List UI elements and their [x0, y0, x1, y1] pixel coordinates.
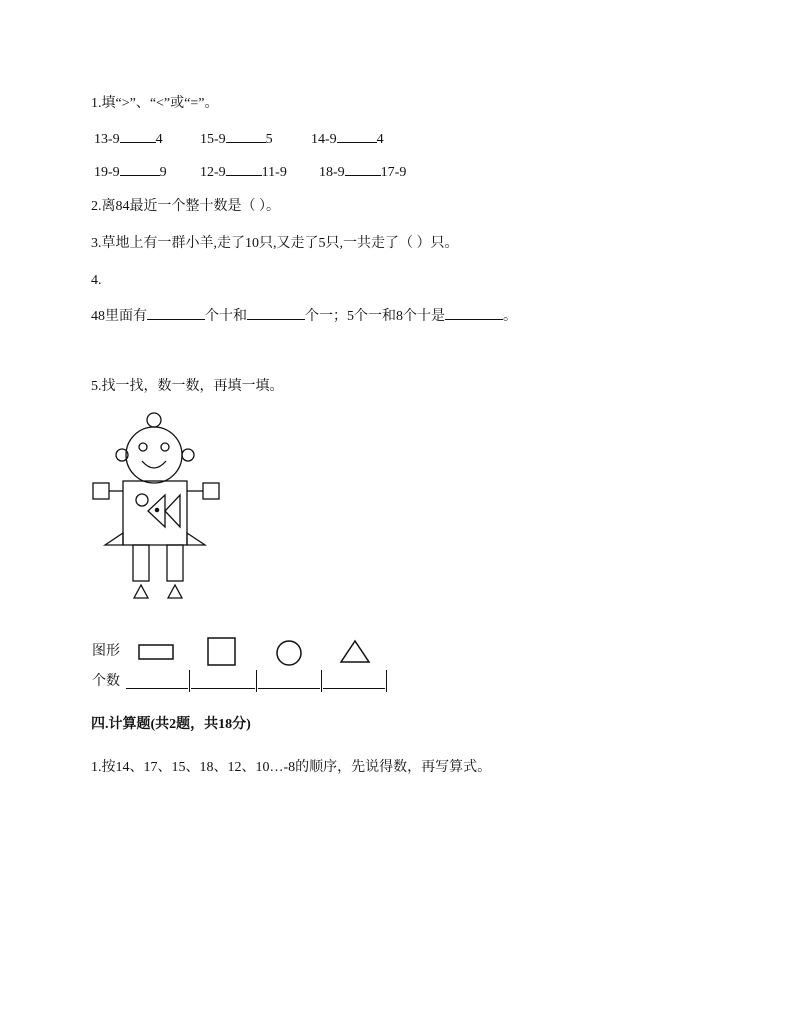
- expr-right: 5: [265, 132, 273, 147]
- q1-r2-item-2: [200, 163, 287, 182]
- answer-blank[interactable]: [120, 163, 160, 176]
- robot-head: [126, 427, 182, 483]
- tens-blank[interactable]: [147, 307, 205, 320]
- robot-leg-right: [167, 545, 183, 581]
- q1-r1-item-1: [94, 130, 163, 149]
- expr-left: 13-9: [94, 132, 120, 147]
- q2-text: 2.离84最近一个整十数是（ ）。: [91, 199, 280, 214]
- answer-blank[interactable]: [226, 130, 266, 143]
- count-blank-triangle[interactable]: [323, 688, 385, 689]
- q4-part-3: 个一；5个一和8个十是: [305, 309, 445, 324]
- robot-skirt-right: [187, 533, 205, 545]
- answer-blank[interactable]: [337, 130, 377, 143]
- robot-leg-left: [133, 545, 149, 581]
- q5-text: 5.找一找，数一数，再填一填。: [91, 379, 284, 394]
- robot-arm-right: [203, 483, 219, 499]
- robot-body-circle: [136, 494, 148, 506]
- robot-fish-tail: [165, 495, 180, 527]
- circle-icon: [275, 639, 305, 669]
- expr-left: 15-9: [200, 132, 226, 147]
- q4-part-2: 个十和: [205, 309, 247, 324]
- square-icon: [206, 636, 238, 668]
- count-blank-circle[interactable]: [258, 688, 320, 689]
- robot-figure: [90, 405, 230, 605]
- ones-blank[interactable]: [247, 307, 305, 320]
- robot-body: [123, 481, 187, 545]
- rectangle-icon: [137, 642, 177, 662]
- answer-blank[interactable]: [226, 163, 262, 176]
- robot-mouth: [142, 461, 166, 468]
- robot-foot-right: [168, 585, 182, 598]
- q1-r2-item-1: [94, 163, 167, 182]
- expr-left: 14-9: [311, 132, 337, 147]
- robot-ear-right: [182, 449, 194, 461]
- answer-blank[interactable]: [120, 130, 156, 143]
- expr-right: 4: [155, 132, 163, 147]
- count-separator: [386, 670, 387, 692]
- q3-text: 3.草地上有一群小羊,走了10只,又走了5只,一共走了（ ）只。: [91, 236, 459, 251]
- robot-foot-left: [134, 585, 148, 598]
- q1-r2-item-3: [319, 163, 406, 182]
- q1-title: 1.填“>”、“<”或“=”。: [91, 96, 219, 111]
- expr-right: 9: [159, 165, 167, 180]
- count-blank-square[interactable]: [191, 688, 255, 689]
- count-separator: [189, 670, 190, 692]
- q4-number: 4.: [91, 273, 102, 288]
- count-separator: [256, 670, 257, 692]
- expr-left: 12-9: [200, 165, 226, 180]
- expr-right: 4: [376, 132, 384, 147]
- calc-question-1: 1.按14、17、15、18、12、10…-8的顺序，先说得数，再写算式。: [91, 760, 492, 775]
- triangle-icon: [338, 638, 372, 666]
- robot-eye-left: [139, 443, 147, 451]
- expr-right: 17-9: [380, 165, 407, 180]
- section-title: 四.计算题(共2题，共18分): [91, 717, 251, 732]
- answer-blank[interactable]: [345, 163, 381, 176]
- expr-left: 19-9: [94, 165, 120, 180]
- q1-r1-item-3: [311, 130, 384, 149]
- q4-part-4: 。: [503, 309, 517, 324]
- robot-skirt-left: [105, 533, 123, 545]
- q1-r1-item-2: [200, 130, 273, 149]
- count-label: 个数: [92, 674, 120, 689]
- shape-label: 图形: [92, 644, 120, 659]
- expr-right: 11-9: [261, 165, 287, 180]
- robot-top-knob: [147, 413, 161, 427]
- total-blank[interactable]: [445, 307, 503, 320]
- q4-part-1: 48里面有: [91, 309, 147, 324]
- count-blank-rectangle[interactable]: [126, 688, 188, 689]
- robot-arm-left: [93, 483, 109, 499]
- expr-left: 18-9: [319, 165, 345, 180]
- count-separator: [321, 670, 322, 692]
- robot-eye-right: [161, 443, 169, 451]
- q4-text: [91, 307, 517, 326]
